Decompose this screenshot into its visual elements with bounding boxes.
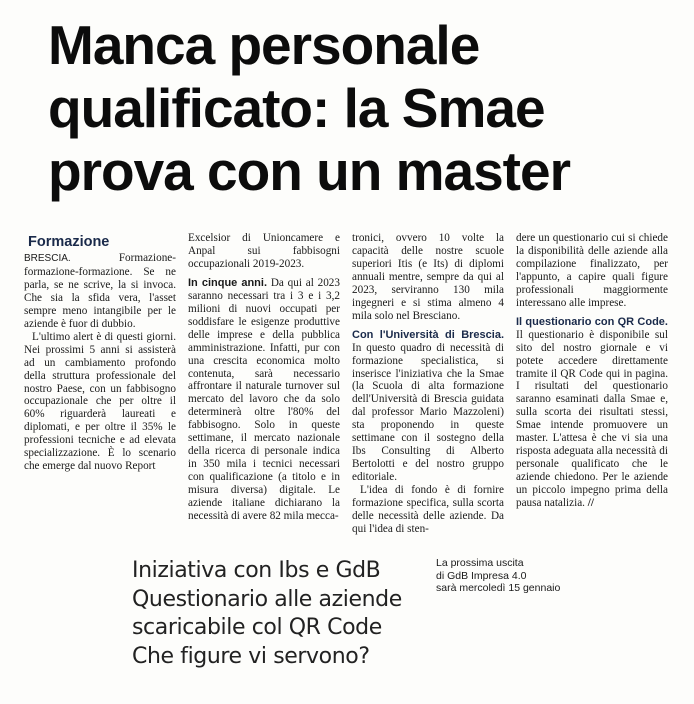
- article-paragraph: L'idea di fondo è di fornire formazione specifica, sulla scorta delle necessità delle aziende. Da qui l'idea di sten-: [352, 484, 504, 535]
- headline-line: prova con un master: [48, 140, 570, 202]
- subheadline: [132, 557, 432, 671]
- paragraph-lead: Il questionario con QR Code.: [516, 315, 668, 328]
- subheadline-line: scaricabile col QR Code: [132, 615, 382, 640]
- paragraph-text: Formazione-formazione-formazione. Se ne parla, se ne scrive, la si invoca. Che sia la sfida vera, l'asset sempre meno intangibile per le aziende è fuor di dubbio.: [24, 252, 176, 330]
- headline-line: Manca personale: [48, 14, 480, 76]
- subheadline-line: Che figure vi servono?: [132, 643, 370, 669]
- paragraph-text: In questo quadro di necessità di formazione specialistica, si inserisce l'iniziativa che la Smae (la Scuola di alta formazione dell'Università di Brescia guidata dal professor Mario Mazzoleni) sta proponendo in queste settimane con il sostegno della Ibs Consulting di Alberto Bertolotti e del nostro gruppo editoriale.: [352, 341, 504, 484]
- dateline: BRESCIA.: [24, 253, 71, 264]
- article-column-3: [352, 232, 504, 548]
- article-paragraph: [24, 252, 176, 331]
- paragraph-text: Il questionario è disponibile sul sito del nostro giornale e vi potete accedere direttamente tramite il QR Code qui in pagina. I risultati del questionario saranno esaminati dalla Smae e, sulla scorta dei risultati stessi, Smae intende promuovere un master. L'attesa è che vi sia una risposta adeguata alla necessità di personale qualificato che le aziende chiedono. Per le aziende un piccolo impegno prima della pausa natalizia.: [516, 328, 668, 510]
- article-paragraph: Excelsior di Unioncamere e Anpal sui fabbisogni occupazionali 2019-2023.: [188, 232, 340, 270]
- paragraph-text: Da qui al 2023 saranno necessari tra i 3 e i 3,2 milioni di nuovi occupati per soddisfare le esigenze produttive delle imprese e della pubblica amministrazione. Infatti, pur con una crescita economica molto contenuta, sarà necessario affrontare il naturale turnover sul mercato del lavoro che da solo determinerà oltre l'80% del fabbisogno. Solo in queste settimane, il mercato nazionale della ricerca di personale indica in 350 mila i tecnici necessari con qualificazione (a titolo e in misura diversa) digitale. Le aziende italiane dichiarano la necessità di avere 82 mila mecca-: [188, 276, 340, 523]
- paragraph-lead: Con l'Università di Brescia.: [352, 328, 504, 341]
- end-mark: //: [587, 497, 594, 510]
- article-paragraph: [352, 329, 504, 484]
- article-column-2: [188, 232, 340, 548]
- paragraph-lead: In cinque anni.: [188, 276, 268, 289]
- article-paragraph: tronici, ovvero 10 volte la capacità delle nostre scuole superiori Itis (e Its) di diplomi annuali mentre, sempre da qui al 2023, serviranno 130 mila ingegneri e si stima almeno 4 mila solo nel Bresciano.: [352, 232, 504, 322]
- article-column-4: [516, 232, 668, 548]
- notice-line: sarà mercoledì 15 gennaio: [436, 582, 561, 594]
- headline: [48, 14, 688, 203]
- next-issue-notice: [436, 557, 636, 595]
- article-column-1: [24, 232, 176, 548]
- section-kicker: Formazione: [28, 234, 110, 250]
- article-paragraph: [188, 277, 340, 523]
- article-paragraph: [516, 316, 668, 510]
- subheadline-line: Iniziativa con Ibs e GdB: [132, 558, 381, 583]
- headline-line: qualificato: la Smae: [48, 77, 545, 139]
- article-paragraph: dere un questionario cui si chiede la disponibilità delle aziende alla compilazione finalizzato, per l'appunto, a capire quali figure professionali maggiormente interessano alle imprese.: [516, 232, 668, 309]
- notice-line: di GdB Impresa 4.0: [436, 569, 527, 582]
- article-body: [24, 232, 676, 548]
- article-paragraph: L'ultimo alert è di questi giorni. Nei prossimi 5 anni si assisterà ad un cambiamento profondo della struttura professionale del nostro Paese, con un fabbisogno occupazionale che per oltre il 60% riguarderà laureati e diplomati, e per oltre il 35% le professioni tecniche e ad elevata specializzazione. È lo scenario che emerge dal nuovo Report: [24, 330, 176, 473]
- notice-line: La prossima uscita: [436, 557, 524, 569]
- subheadline-line: Questionario alle aziende: [132, 586, 402, 612]
